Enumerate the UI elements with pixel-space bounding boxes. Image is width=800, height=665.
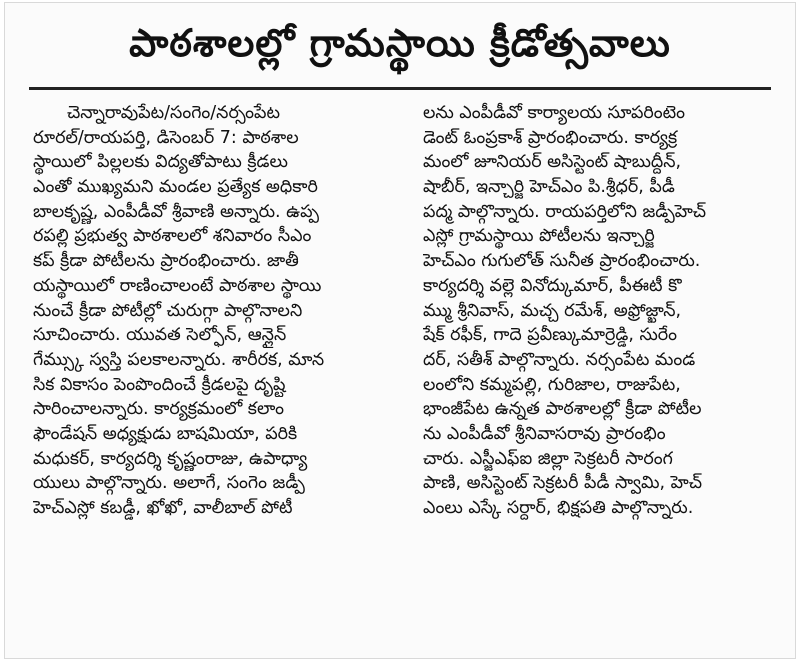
article-column-left xyxy=(33,101,388,521)
article-line: స్థాయిలో పిల్లలకు విద్యతోపాటు క్రీడలు xyxy=(33,152,288,173)
article-line: దర్, సతీశ్ పాల్గొన్నారు. నర్సంపేట మండ xyxy=(423,349,696,370)
article-line: యస్థాయిలో రాణించాలంటే పాఠశాల స్థాయి xyxy=(33,275,322,296)
article-line: రపల్లి ప్రభుత్వ పాఠశాలలో శనివారం సీఎం xyxy=(33,226,312,247)
article-line: డెంట్ ఓంప్రకాశ్ ప్రారంభించారు. కార్యక్ర xyxy=(423,127,678,148)
article-line: చెన్నారావుపేట/సంగెం/నర్సంపేట xyxy=(67,103,281,123)
article-line: ఫౌండేషన్ అధ్యక్షుడు బాషమియా, పరికి xyxy=(33,423,298,444)
article-line: హెచ్ఎం గుగులోత్ సునీత ప్రారంభించారు. xyxy=(423,251,701,272)
article-line: సారించాలన్నారు. కార్యక్రమంలో కలాం xyxy=(33,399,284,420)
article-line: షాబీర్, ఇన్చార్జి హెచ్ఎం పి.శ్రీధర్, పీడీ xyxy=(423,177,675,198)
article-line: కప్ క్రీడా పోటీలను ప్రారంభించారు. జాతీ xyxy=(33,251,299,272)
article-line: ఎంతో ముఖ్యమని మండల ప్రత్యేక అధికారి xyxy=(33,177,318,198)
article-line: మంలో జూనియర్ అసిస్టెంట్ షాబుద్దీన్, xyxy=(423,152,682,173)
article-line: పాణి, అసిస్టెంట్ సెక్రటరీ పీడీ స్వామి, హెచ్ xyxy=(423,473,703,494)
newspaper-clipping xyxy=(4,2,796,659)
article-line: బాలకృష్ణ, ఎంపీడీవో శ్రీవాణి అన్నారు. ఉప్ప xyxy=(33,201,319,222)
headline-divider xyxy=(29,87,771,90)
article-column-right xyxy=(423,101,778,521)
article-line: మ్ము శ్రీనివాస్, మచ్చ రమేశ్, అఫ్రోజ్ఖాన్, xyxy=(423,300,682,321)
headline: పాఠశాలల్లో గ్రామస్థాయి క్రీడోత్సవాలు xyxy=(129,21,671,65)
article-line: షేక్ రఫీక్, గాదె ప్రవీణ్కుమార్రెడ్డి, సురేం xyxy=(423,325,678,346)
article-line: కార్యదర్శి వల్లె వినోద్కుమార్, పీఈటీ కొ xyxy=(423,275,682,296)
article-line: యులు పాల్గొన్నారు. అలాగే, సంగెం జడ్పీ xyxy=(33,473,305,494)
article-line: ను ఎంపీడీవో శ్రీనివాసరావు ప్రారంభిం xyxy=(423,423,666,444)
article-line: మధుకర్, కార్యదర్శి కృష్ణంరాజు, ఉపాధ్యా xyxy=(33,448,308,469)
article-line: ఎంలు ఎస్కే సర్దార్, భిక్షపతి పాల్గొన్నారు. xyxy=(423,498,694,518)
article-line: హెచ్ఎస్లో కబడ్డీ, ఖోఖో, వాలీబాల్ పోటీ xyxy=(33,498,293,518)
article-line: లను ఎంపీడీవో కార్యాలయ సూపరింటెం xyxy=(423,103,686,123)
article-line: లంలోని కమ్మపల్లి, గురిజాల, రాజుపేట, xyxy=(423,374,681,395)
article-line: నుంచే క్రీడా పోటీల్లో చురుగ్గా పాల్గొనాలని xyxy=(33,300,303,321)
article-line: చారు. ఎస్జీఎఫ్ఐ జిల్లా సెక్రటరీ సారంగ xyxy=(423,448,673,469)
article-line: గేమ్స్కు స్వస్తి పలకాలన్నారు. శారీరక, మాన xyxy=(33,349,325,370)
article-line: సిక వికాసం పెంపొందించే క్రీడలపై దృష్టి xyxy=(33,374,286,395)
article-line: పద్మ పాల్గొన్నారు. రాయపర్తిలోని జడ్పీహెచ్ xyxy=(423,201,707,222)
article-line: భాంజీపేట ఉన్నత పాఠశాలల్లో క్రీడా పోటీల xyxy=(423,399,702,420)
article-line: సూచించారు. యువత సెల్ఫోన్, ఆన్లైన్ xyxy=(33,325,287,346)
article-line: రూరల్/రాయపర్తి, డిసెంబర్ 7: పాఠశాల xyxy=(33,127,299,148)
article-line: ఎస్లో గ్రామస్థాయి పోటీలను ఇన్చార్జి xyxy=(423,226,655,247)
